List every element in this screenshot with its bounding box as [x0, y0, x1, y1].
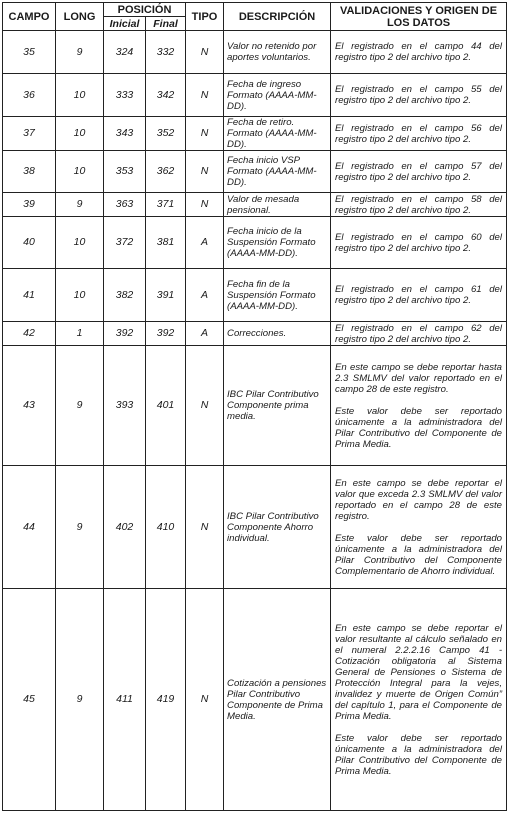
table-row	[3, 74, 507, 117]
descripcion-cell: Correcciones.	[224, 322, 331, 346]
header-campo: CAMPO	[3, 3, 56, 31]
final-cell: 342	[146, 74, 186, 117]
validation-paragraph: El registrado en el campo 44 del registro tipo 2 del archivo tipo 2.	[335, 41, 503, 63]
validaciones-cell	[331, 31, 507, 74]
tipo-cell: N	[186, 193, 224, 217]
table-row	[3, 589, 507, 811]
final-cell: 391	[146, 269, 186, 322]
validation-paragraph: El registrado en el campo 55 del registro tipo 2 del archivo tipo 2.	[335, 84, 503, 106]
campo-cell: 39	[3, 193, 56, 217]
descripcion-cell: IBC Pilar Contributivo Componente prima media.	[224, 346, 331, 466]
validaciones-cell	[331, 217, 507, 269]
campo-cell: 45	[3, 589, 56, 811]
final-cell: 392	[146, 322, 186, 346]
final-cell: 332	[146, 31, 186, 74]
table-row	[3, 466, 507, 589]
validaciones-cell	[331, 193, 507, 217]
tipo-cell: A	[186, 269, 224, 322]
final-cell: 362	[146, 151, 186, 193]
validation-paragraph: En este campo se debe reportar el valor resultante al cálculo señalado en el numeral 2.2.2.16 Campo 41 - Cotización obligatoria al Sistema General de Pensiones o Sistema de Protección Integral para la vejes, invalidez y muerte de Origen Común” del capítulo 1, para el Componente de Prima Media.	[335, 622, 503, 722]
validation-paragraph: En este campo se debe reportar el valor que exceda 2.3 SMLMV del valor reportado en el campo 28 de este registro.	[335, 477, 503, 522]
validation-paragraph: El registrado en el campo 57 del registro tipo 2 del archivo tipo 2.	[335, 160, 503, 183]
inicial-cell: 382	[104, 269, 146, 322]
validation-paragraph: El registrado en el campo 61 del registro tipo 2 del archivo tipo 2.	[335, 284, 503, 306]
document-page	[2, 2, 506, 811]
validation-paragraph: En este campo se debe reportar hasta 2.3 SMLMV del valor reportado en el campo 28 de este registro.	[335, 361, 503, 395]
inicial-cell: 372	[104, 217, 146, 269]
table-body	[3, 31, 507, 811]
descripcion-cell: Fecha inicio VSP Formato (AAAA-MM-DD).	[224, 151, 331, 193]
descripcion-cell: Fecha de retiro. Formato (AAAA-MM-DD).	[224, 117, 331, 151]
validation-paragraph: El registrado en el campo 62 del registro tipo 2 del archivo tipo 2.	[335, 322, 503, 345]
tipo-cell: N	[186, 589, 224, 811]
long-cell: 10	[56, 117, 104, 151]
header-inicial: Inicial	[104, 17, 146, 31]
inicial-cell: 402	[104, 466, 146, 589]
table-row	[3, 217, 507, 269]
table-row	[3, 269, 507, 322]
long-cell: 9	[56, 346, 104, 466]
validaciones-cell	[331, 466, 507, 589]
table-row	[3, 193, 507, 217]
descripcion-cell: Valor no retenido por aportes voluntarios.	[224, 31, 331, 74]
table-row	[3, 117, 507, 151]
inicial-cell: 363	[104, 193, 146, 217]
inicial-cell: 353	[104, 151, 146, 193]
inicial-cell: 393	[104, 346, 146, 466]
campo-cell: 35	[3, 31, 56, 74]
header-posicion: POSICIÓN	[104, 3, 186, 17]
long-cell: 9	[56, 466, 104, 589]
inicial-cell: 411	[104, 589, 146, 811]
long-cell: 9	[56, 193, 104, 217]
long-cell: 10	[56, 151, 104, 193]
validaciones-cell	[331, 346, 507, 466]
validation-paragraph: El registrado en el campo 58 del registro tipo 2 del archivo tipo 2.	[335, 193, 503, 216]
inicial-cell: 343	[104, 117, 146, 151]
final-cell: 352	[146, 117, 186, 151]
descripcion-cell: IBC Pilar Contributivo Componente Ahorro individual.	[224, 466, 331, 589]
table-row	[3, 346, 507, 466]
validation-paragraph: Este valor debe ser reportado únicamente a la administradora del Pilar Contributivo del Componente Complementario de Ahorro individual.	[335, 532, 503, 577]
long-cell: 10	[56, 269, 104, 322]
tipo-cell: N	[186, 466, 224, 589]
header-validaciones: VALIDACIONES Y ORIGEN DE LOS DATOS	[331, 3, 507, 31]
long-cell: 1	[56, 322, 104, 346]
header-final: Final	[146, 17, 186, 31]
inicial-cell: 392	[104, 322, 146, 346]
header-descripcion: DESCRIPCIÓN	[224, 3, 331, 31]
table-row	[3, 322, 507, 346]
descripcion-cell: Fecha fin de la Suspensión Formato (AAAA-MM-DD).	[224, 269, 331, 322]
validation-paragraph: El registrado en el campo 60 del registro tipo 2 del archivo tipo 2.	[335, 231, 503, 254]
long-cell: 9	[56, 589, 104, 811]
long-cell: 9	[56, 31, 104, 74]
tipo-cell: N	[186, 74, 224, 117]
inicial-cell: 333	[104, 74, 146, 117]
validation-paragraph: Este valor debe ser reportado únicamente a la administradora del Pilar Contributivo del Componente de Prima Media.	[335, 732, 503, 777]
tipo-cell: N	[186, 31, 224, 74]
final-cell: 371	[146, 193, 186, 217]
tipo-cell: A	[186, 217, 224, 269]
campo-cell: 42	[3, 322, 56, 346]
inicial-cell: 324	[104, 31, 146, 74]
campo-cell: 37	[3, 117, 56, 151]
tipo-cell: N	[186, 151, 224, 193]
table-row	[3, 31, 507, 74]
validation-paragraph: El registrado en el campo 56 del registro tipo 2 del archivo tipo 2.	[335, 122, 503, 145]
campo-cell: 36	[3, 74, 56, 117]
campo-cell: 43	[3, 346, 56, 466]
descripcion-cell: Fecha de ingreso Formato (AAAA-MM-DD).	[224, 74, 331, 117]
tipo-cell: A	[186, 322, 224, 346]
validaciones-cell	[331, 589, 507, 811]
campo-cell: 41	[3, 269, 56, 322]
campo-cell: 40	[3, 217, 56, 269]
field-spec-table	[2, 2, 507, 811]
validation-paragraph: Este valor debe ser reportado únicamente a la administradora del Pilar Contributivo del Componente de Prima Media.	[335, 405, 503, 450]
long-cell: 10	[56, 217, 104, 269]
header-long: LONG	[56, 3, 104, 31]
descripcion-cell: Cotización a pensiones Pilar Contributivo Componente de Prima Media.	[224, 589, 331, 811]
campo-cell: 44	[3, 466, 56, 589]
validaciones-cell	[331, 151, 507, 193]
final-cell: 419	[146, 589, 186, 811]
descripcion-cell: Fecha inicio de la Suspensión Formato (AAAA-MM-DD).	[224, 217, 331, 269]
long-cell: 10	[56, 74, 104, 117]
header-tipo: TIPO	[186, 3, 224, 31]
validaciones-cell	[331, 117, 507, 151]
table-row	[3, 151, 507, 193]
final-cell: 381	[146, 217, 186, 269]
tipo-cell: N	[186, 117, 224, 151]
validaciones-cell	[331, 74, 507, 117]
campo-cell: 38	[3, 151, 56, 193]
final-cell: 410	[146, 466, 186, 589]
final-cell: 401	[146, 346, 186, 466]
tipo-cell: N	[186, 346, 224, 466]
validaciones-cell	[331, 269, 507, 322]
validaciones-cell	[331, 322, 507, 346]
descripcion-cell: Valor de mesada pensional.	[224, 193, 331, 217]
